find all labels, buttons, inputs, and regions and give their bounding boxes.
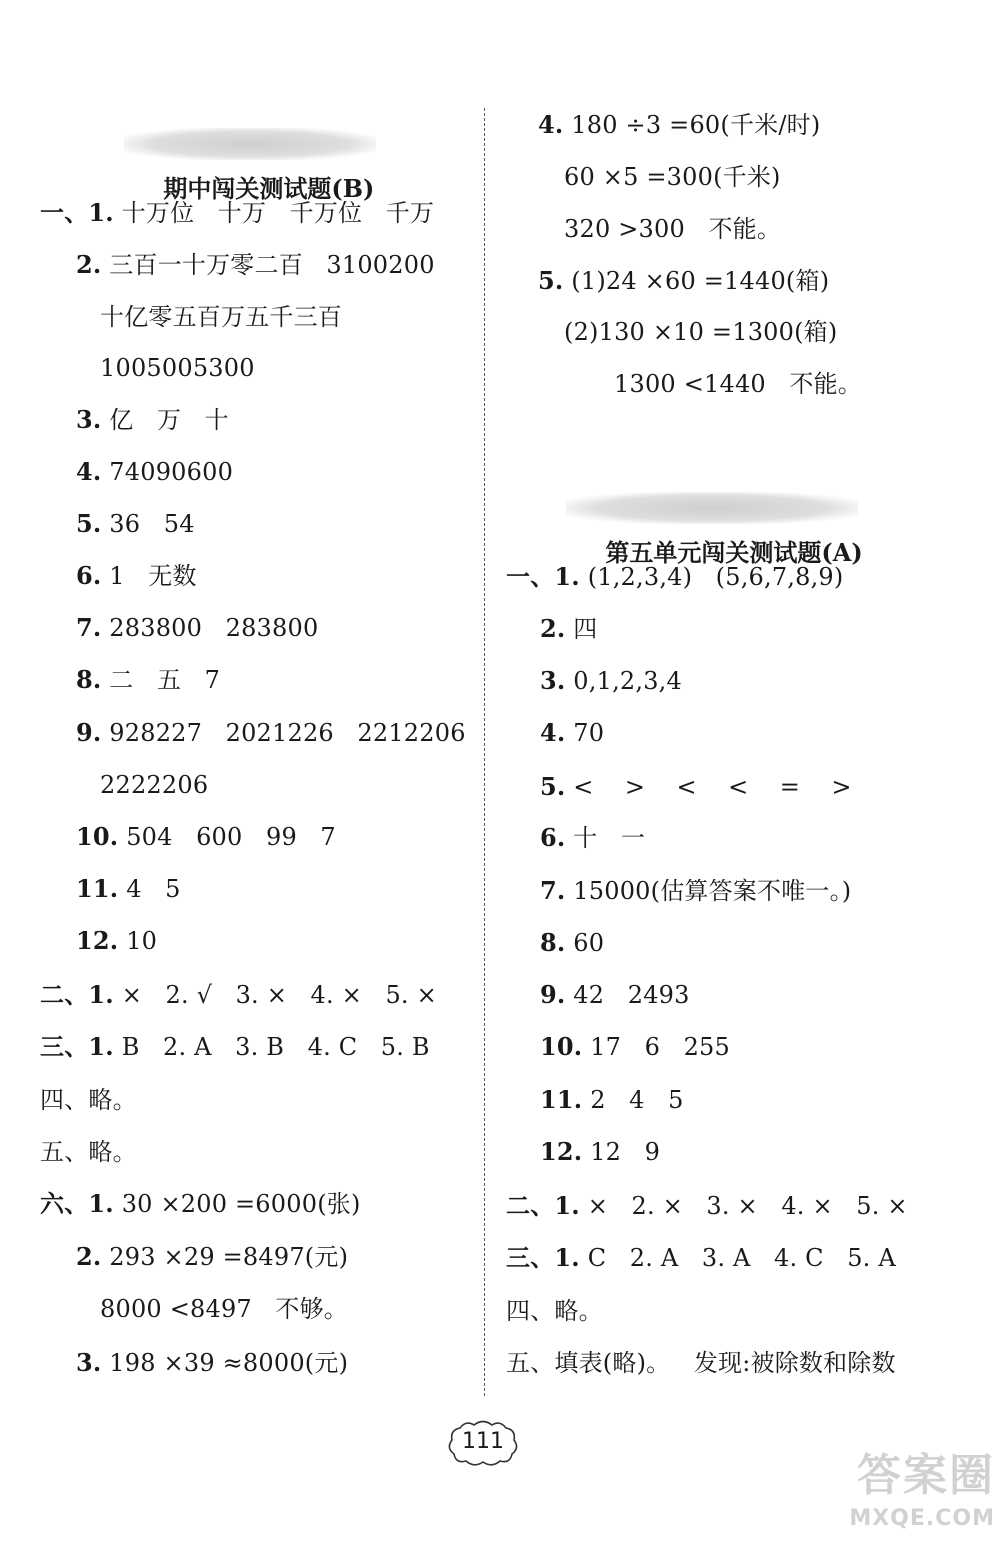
item-number: 10.: [540, 1032, 583, 1061]
answer-text: B 2. A 3. B 4. C 5. B: [113, 1033, 430, 1061]
item-number: 五、: [506, 1349, 555, 1377]
item-number: 3.: [76, 1348, 102, 1377]
answer-line: [40, 1137, 137, 1167]
item-number: 3.: [540, 666, 566, 695]
answer-line: [540, 614, 598, 644]
item-number: 一、1.: [506, 562, 580, 591]
answer-text: 70: [565, 719, 605, 747]
watermark-logo: [790, 1450, 995, 1540]
answer-line: [540, 1032, 730, 1062]
answer-text: 60 ×5 =300(千米): [564, 163, 781, 191]
answer-line: [40, 1085, 137, 1115]
answer-line: [540, 980, 690, 1010]
item-number: 12.: [540, 1137, 583, 1166]
item-number: 11.: [540, 1085, 583, 1114]
answer-line: [506, 1296, 603, 1326]
answer-text: 十 一: [565, 824, 646, 852]
item-number: 二、1.: [40, 980, 114, 1009]
answer-text: 填表(略)。 发现:被除数和除数: [554, 1349, 896, 1377]
answer-text: 略。: [88, 1138, 137, 1166]
answer-text: 74090600: [101, 458, 234, 486]
item-number: 5.: [540, 772, 566, 801]
answer-line: [40, 1189, 361, 1219]
item-number: 11.: [76, 874, 119, 903]
answer-line: [76, 509, 195, 539]
watermark-text-bottom: MXQE.COM: [849, 1506, 995, 1531]
item-number: 5.: [538, 266, 564, 295]
item-number: 3.: [76, 405, 102, 434]
section-title-midterm-b: [130, 120, 375, 203]
answer-text: 8000 <8497 不够。: [100, 1295, 348, 1323]
answer-text: 283800 283800: [101, 614, 319, 642]
page-number-badge: [446, 1418, 520, 1466]
answer-line: [564, 317, 837, 347]
answer-line: [40, 1032, 430, 1062]
answer-line: [76, 1348, 348, 1378]
answer-text: 1005005300: [100, 354, 255, 382]
answer-line: [540, 666, 682, 696]
answer-line: [76, 874, 181, 904]
answer-text: 2 4 5: [582, 1086, 684, 1114]
answer-text: 198 ×39 ≈8000(元): [101, 1349, 349, 1377]
item-number: 4.: [76, 457, 102, 486]
item-number: 6.: [540, 823, 566, 852]
answer-line: [538, 266, 829, 296]
item-number: 9.: [540, 980, 566, 1009]
answer-text: 2222206: [100, 771, 209, 799]
page-number: 111: [462, 1429, 504, 1454]
answer-line: [506, 1243, 896, 1273]
answer-text: 293 ×29 =8497(元): [101, 1243, 349, 1271]
answer-text: 十亿零五百万五千三百: [100, 303, 342, 331]
item-number: 2.: [540, 614, 566, 643]
item-number: 二、1.: [506, 1191, 580, 1220]
answer-line: [76, 665, 220, 695]
item-number: 4.: [538, 110, 564, 139]
item-number: 7.: [76, 613, 102, 642]
answer-line: [538, 110, 820, 140]
answer-line: [40, 980, 437, 1010]
item-number: 4.: [540, 718, 566, 747]
answer-text: 略。: [554, 1297, 603, 1325]
answer-line: [76, 405, 229, 435]
item-number: 8.: [76, 665, 102, 694]
answer-line: [100, 302, 342, 332]
answer-text: 36 54: [101, 510, 195, 538]
section-title-text: 期中闯关测试题(B): [163, 174, 375, 203]
answer-line: [76, 926, 157, 956]
item-number: 三、1.: [506, 1243, 580, 1272]
column-divider: [484, 108, 485, 1396]
answer-text: × 2. √ 3. × 4. × 5. ×: [113, 981, 437, 1009]
answer-text: 504 600 99 7: [118, 823, 336, 851]
section-title-text: 第五单元闯关测试题(A): [605, 538, 863, 567]
answer-text: 二 五 7: [101, 666, 221, 694]
answer-text: 928227 2021226 2212206: [101, 719, 466, 747]
item-number: 12.: [76, 926, 119, 955]
answer-text: × 2. × 3. × 4. × 5. ×: [579, 1192, 908, 1220]
answer-text: 1 无数: [101, 562, 197, 590]
answer-line: [540, 1137, 660, 1167]
answer-line: [76, 457, 233, 487]
answer-text: 10: [118, 927, 158, 955]
answer-text: 1300 <1440 不能。: [614, 370, 862, 398]
answer-line: [76, 250, 435, 280]
answer-text: (1)24 ×60 =1440(箱): [563, 267, 830, 295]
item-number: 6.: [76, 561, 102, 590]
answer-text: 60: [565, 929, 605, 957]
answer-line: [100, 770, 208, 800]
answer-text: 4 5: [118, 875, 181, 903]
answer-text: 15000(估算答案不唯一。): [565, 877, 852, 905]
answer-line: [76, 822, 336, 852]
answer-text: 0,1,2,3,4: [565, 667, 682, 695]
answer-text: C 2. A 3. A 4. C 5. A: [579, 1244, 896, 1272]
item-number: 一、1.: [40, 198, 114, 227]
item-number: 7.: [540, 876, 566, 905]
answer-line: [540, 876, 851, 906]
answer-text: 十万位 十万 千万位 千万: [113, 199, 435, 227]
answer-line: [564, 162, 781, 192]
answer-text: 320 >300 不能。: [564, 215, 782, 243]
answer-text: 42 2493: [565, 981, 690, 1009]
answer-text: 三百一十万零二百 3100200: [101, 251, 435, 279]
answer-line: [76, 718, 466, 748]
item-number: 2.: [76, 250, 102, 279]
answer-line: [564, 214, 781, 244]
answer-line: [540, 718, 604, 748]
answer-line: [100, 1294, 348, 1324]
section-title-unit5-a: [572, 484, 863, 567]
item-number: 三、1.: [40, 1032, 114, 1061]
answer-line: [506, 1191, 908, 1221]
answer-line: [540, 772, 852, 802]
item-number: 2.: [76, 1242, 102, 1271]
answer-line: [614, 369, 862, 399]
answer-text: (1,2,3,4) (5,6,7,8,9): [579, 563, 844, 591]
item-number: 5.: [76, 509, 102, 538]
answer-line: [76, 561, 197, 591]
answer-line: [540, 823, 645, 853]
answer-line: [540, 1085, 684, 1115]
answer-text: < > < < = >: [565, 773, 852, 801]
answer-line: [506, 1348, 896, 1378]
answer-line: [100, 353, 255, 383]
answer-text: 亿 万 十: [101, 406, 229, 434]
item-number: 10.: [76, 822, 119, 851]
item-number: 9.: [76, 718, 102, 747]
answer-text: 四: [565, 615, 598, 643]
item-number: 六、1.: [40, 1189, 114, 1218]
answer-text: 略。: [88, 1086, 137, 1114]
item-number: 四、: [506, 1297, 555, 1325]
item-number: 8.: [540, 928, 566, 957]
answer-line: [540, 928, 604, 958]
item-number: 四、: [40, 1086, 89, 1114]
answer-text: 180 ÷3 =60(千米/时): [563, 111, 821, 139]
answer-text: 30 ×200 =6000(张): [113, 1190, 361, 1218]
answer-text: (2)130 ×10 =1300(箱): [564, 318, 838, 346]
answer-line: [76, 613, 318, 643]
item-number: 五、: [40, 1138, 89, 1166]
answer-text: 17 6 255: [582, 1033, 730, 1061]
answer-line: [76, 1242, 348, 1272]
watermark-text-top: 答案圈: [857, 1450, 995, 1501]
answer-text: 12 9: [582, 1138, 661, 1166]
